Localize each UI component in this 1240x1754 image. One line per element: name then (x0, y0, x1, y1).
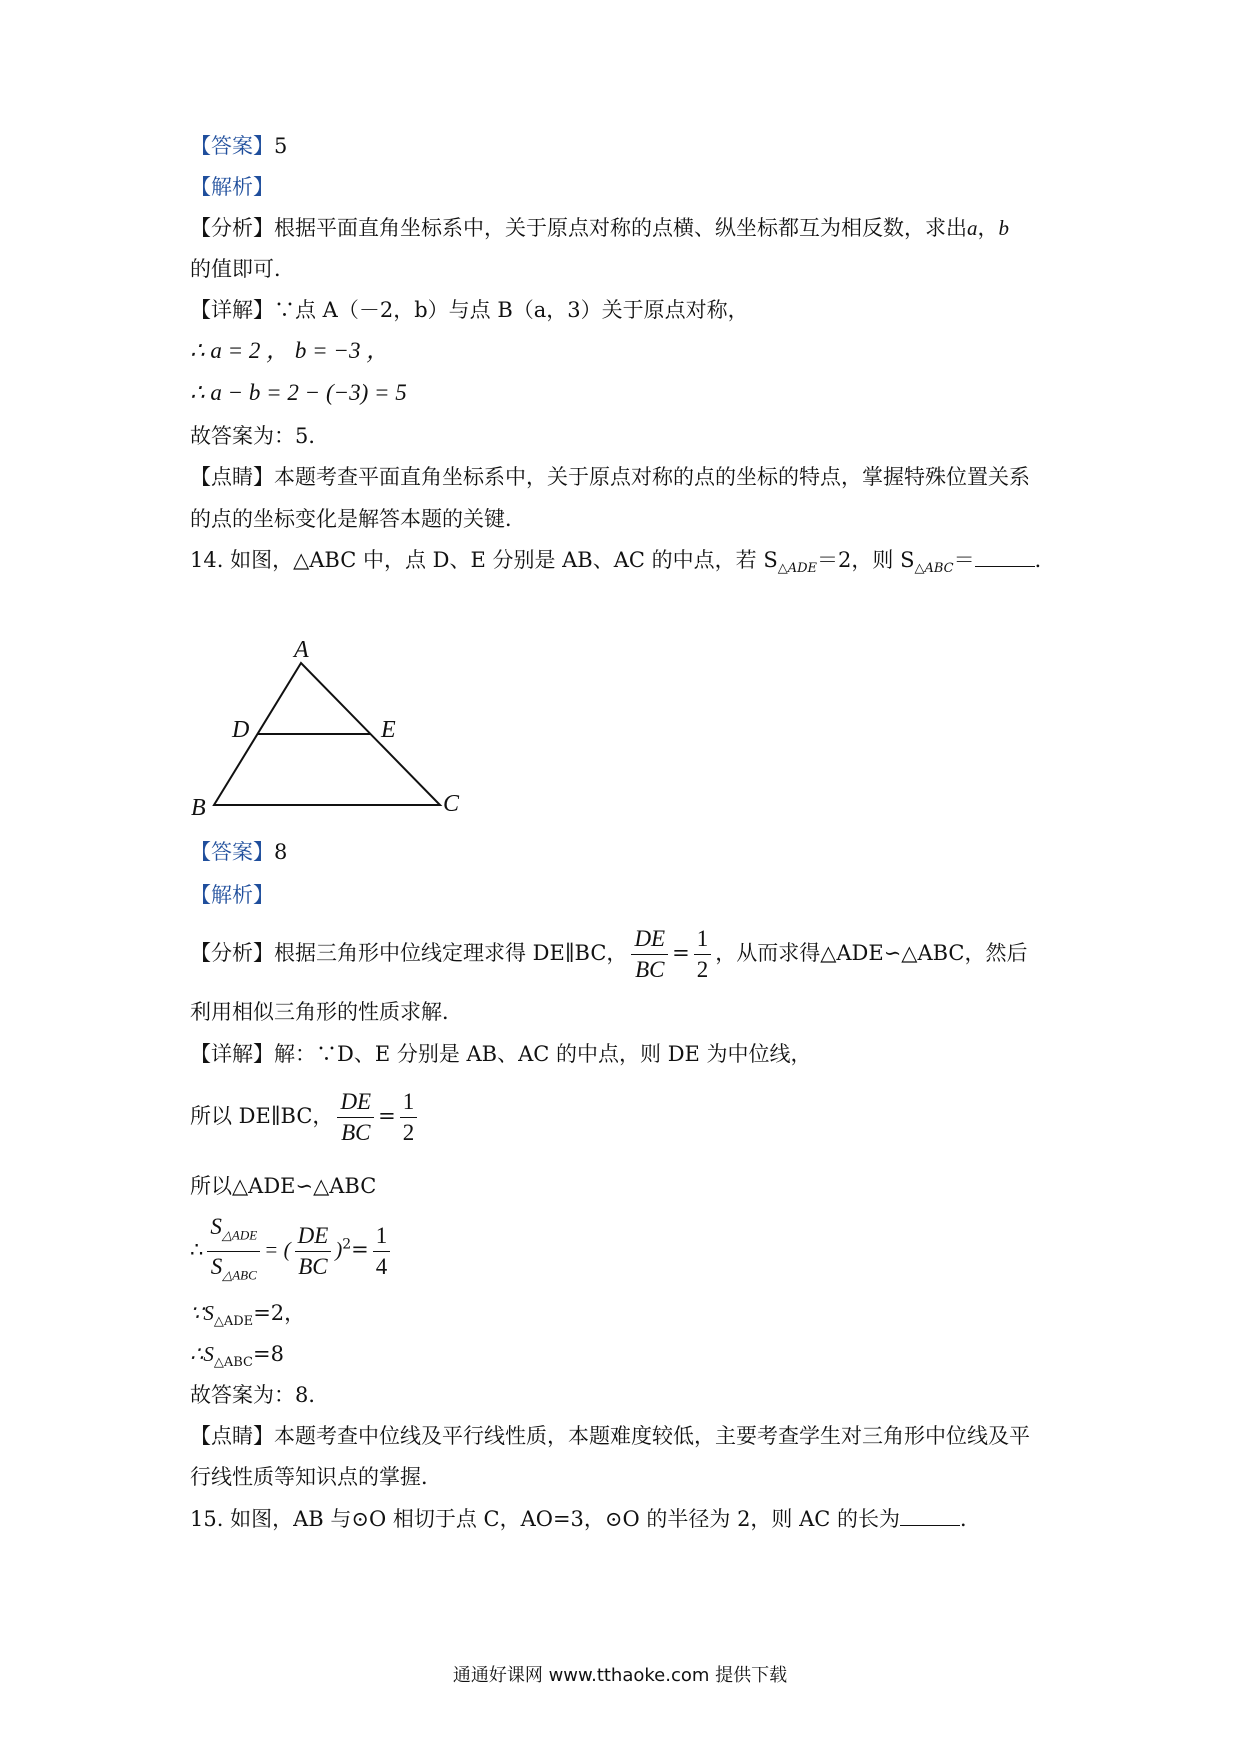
review-line-13 (190, 462, 1030, 492)
result-sub: △ABC (213, 1355, 254, 1371)
question-14 (190, 545, 1056, 584)
equation-2: ∴ a − b = 2 − (−3) = 5 (190, 380, 407, 405)
page-footer: 通通好课网 www.tthaoke.com 提供下载 (452, 1665, 788, 1686)
given-val: =2， (253, 1301, 306, 1325)
review-line-14b: 行线性质等知识点的掌握． (190, 1465, 442, 1489)
question-15-text: 15. 如图，AB 与⊙O 相切于点 C，AO=3，⊙O 的半径为 2，则 AC 的长为 (190, 1507, 901, 1531)
analysis-tag: 【解析】 (190, 175, 274, 199)
given-sub: △ADE (213, 1314, 254, 1330)
question-mid: ＝2，则 S (817, 548, 915, 572)
area-sub-ade: △ADE (777, 561, 818, 577)
frac-num-3: DE (295, 1221, 332, 1252)
fenxi-text: 根据平面直角坐标系中，关于原点对称的点横、纵坐标都互为相反数，求出 (274, 216, 967, 240)
so-prefix: 所以 DE∥BC， (190, 1104, 334, 1128)
detail-text: ∵点 A（－2，b）与点 B（a，3）关于原点对称， (274, 298, 749, 322)
therefore-sign: ∴ (190, 1237, 204, 1262)
label-e: E (381, 717, 396, 743)
answer-value: 5 (274, 134, 288, 158)
frac-two: 2 (696, 957, 709, 982)
area-bot-s: S (210, 1253, 223, 1279)
var-b: b (998, 216, 1009, 240)
review-tag-14: 【点睛】 (190, 1424, 274, 1448)
label-a: A (294, 637, 309, 663)
answer-tag-14: 【答案】 (190, 840, 274, 864)
label-d: D (232, 717, 250, 743)
conclusion-13: 故答案为：5． (190, 424, 330, 448)
ratio-open: = ( (264, 1237, 291, 1262)
label-c: C (443, 791, 460, 815)
area-bottom (207, 1252, 260, 1291)
detail-text-14: 解：∵D、E 分别是 AB、AC 的中点，则 DE 为中位线， (274, 1042, 812, 1066)
fraction-area (207, 1212, 260, 1290)
frac-four: 4 (375, 1253, 388, 1279)
detail-tag-14: 【详解】 (190, 1042, 274, 1066)
similar-line-14: 所以△ADE∽△ABC (190, 1174, 377, 1198)
given-s: ∵S (190, 1301, 214, 1325)
so-line-14 (190, 1084, 421, 1148)
frac-num: DE (631, 924, 668, 955)
frac-num-2: DE (337, 1087, 374, 1118)
label-b: B (191, 795, 206, 815)
area-bot-sub: △ABC (222, 1267, 257, 1283)
review-text-14: 本题考查中位线及平行线性质，本题难度较低，主要考查学生对三角形中位线及平 (274, 1424, 1030, 1448)
answer-tag: 【答案】 (190, 134, 274, 158)
question-15 (190, 1504, 981, 1534)
fraction-de-bc-2 (337, 1087, 374, 1148)
comma: ， (977, 216, 999, 240)
question-15-end: ． (960, 1507, 982, 1531)
detail-tag: 【详解】 (190, 298, 274, 322)
review-tag: 【点睛】 (190, 465, 274, 489)
review-text: 本题考查平面直角坐标系中，关于原点对称的点的坐标的特点，掌握特殊位置关系 (274, 465, 1030, 489)
fraction-half-2 (400, 1087, 418, 1148)
eq-sign-2: = (378, 1104, 396, 1128)
frac-den-2: BC (341, 1120, 371, 1145)
area-top-s: S (210, 1214, 222, 1239)
question-end: ． (1034, 548, 1056, 572)
review-line-14 (190, 1421, 1030, 1451)
frac-one: 1 (694, 924, 712, 955)
frac-one-3: 1 (373, 1221, 391, 1252)
answer-blank-15 (900, 1507, 960, 1526)
frac-two-2: 2 (402, 1120, 415, 1145)
equation-1: ∴ a = 2 ， b = −3 ， (190, 338, 390, 363)
question-prefix: 14. 如图，△ABC 中，点 D、E 分别是 AB、AC 的中点，若 S (190, 548, 778, 572)
conclusion-14: 故答案为：8． (190, 1383, 330, 1407)
result-line-14 (190, 1339, 284, 1378)
fenxi-line-13b (190, 254, 295, 284)
area-sub-abc: △ABC (914, 561, 954, 577)
eq-sign-3: = (351, 1237, 369, 1262)
frac-den: BC (635, 957, 665, 982)
question-suffix: ＝ (953, 548, 975, 572)
analysis-tag-14-text: 【解析】 (190, 883, 274, 907)
area-top (207, 1212, 260, 1252)
fenxi-text-2: 的值即可． (190, 257, 295, 281)
analysis-tag-13 (190, 172, 274, 202)
result-val: =8 (253, 1342, 284, 1366)
ratio-close: ) (335, 1237, 343, 1262)
fenxi-text-14: 根据三角形中位线定理求得 DE∥BC， (274, 941, 628, 965)
fenxi-line-14 (190, 921, 1028, 985)
fenxi-tag-14: 【分析】 (190, 941, 274, 965)
detail-line-13 (190, 295, 749, 325)
fenxi-tag: 【分析】 (190, 216, 274, 240)
answer-line-14 (190, 837, 287, 867)
fraction-de-bc (631, 924, 668, 985)
fenxi-line-13 (190, 213, 1009, 243)
fenxi-text-14b: ，从而求得△ADE∽△ABC，然后 (715, 941, 1028, 965)
answer-line-13 (190, 131, 287, 161)
eq-sign: = (672, 941, 690, 965)
fraction-de-bc-3 (295, 1221, 332, 1282)
detail-line-14 (190, 1039, 812, 1069)
square-exp: 2 (342, 1236, 352, 1253)
result-s: ∴S (190, 1342, 214, 1366)
fenxi-line-14c: 利用相似三角形的性质求解． (190, 1000, 463, 1024)
area-top-sub: △ADE (221, 1227, 258, 1243)
triangle-figure (185, 625, 525, 815)
var-a: a (967, 216, 978, 240)
analysis-tag-14 (190, 880, 274, 910)
fraction-quarter (373, 1221, 391, 1282)
fraction-half (694, 924, 712, 985)
answer-blank (975, 548, 1035, 567)
review-line-13b: 的点的坐标变化是解答本题的关键． (190, 507, 526, 531)
ratio-line-14 (190, 1212, 394, 1290)
frac-den-3: BC (298, 1253, 328, 1279)
given-line-14 (190, 1298, 305, 1337)
answer-value-14: 8 (274, 840, 288, 864)
frac-one-2: 1 (400, 1087, 418, 1118)
